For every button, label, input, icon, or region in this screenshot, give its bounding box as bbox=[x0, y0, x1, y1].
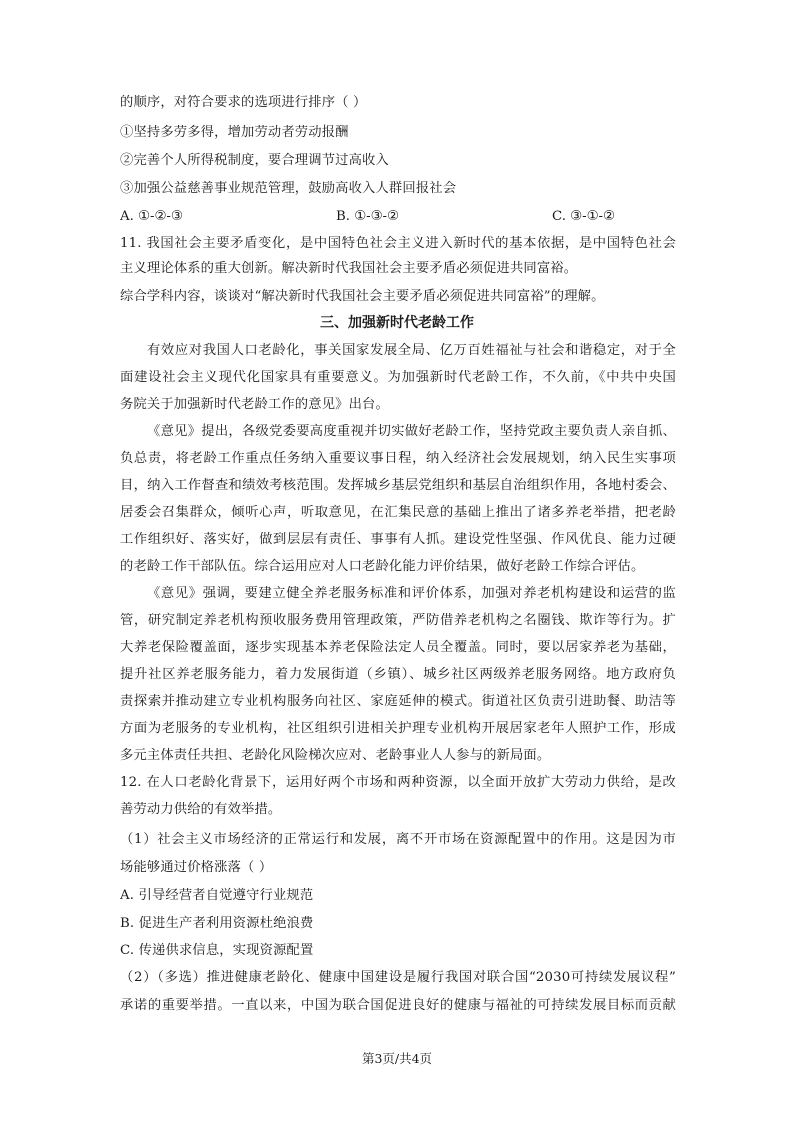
para2-line-4: 居委会召集群众，倾听心声，听取意见，在汇集民意的基础上推出了诸多养老举措，把老龄 bbox=[120, 505, 676, 520]
q12-sub2-line-1: （2）（多选）推进健康老龄化、健康中国建设是履行我国对联合国“2030可持续发展议程” bbox=[120, 970, 676, 985]
q11-line-2: 主义理论体系的重大创新。解决新时代我国社会主要矛盾必须促进共同富裕。 bbox=[120, 261, 578, 276]
para1-line-3: 务院关于加强新时代老龄工作的意见》出台。 bbox=[120, 397, 389, 412]
q12-sub1-option-c: C. 传递供求信息，实现资源配置 bbox=[120, 943, 314, 958]
page-number: 第3页/共4页 bbox=[361, 1051, 433, 1066]
para2-line-1: 《意见》提出，各级党委要高度重视并切实做好老龄工作，坚持党政主要负责人亲自抓、 bbox=[147, 424, 676, 439]
q11-line-1: 11. 我国社会主要矛盾变化，是中国特色社会主义进入新时代的基本依据，是中国特色社会 bbox=[120, 236, 676, 251]
q10-item-2: ②完善个人所得税制度，要合理调节过高收入 bbox=[120, 153, 389, 168]
para3-line-1: 《意见》强调，要建立健全养老服务标准和评价体系，加强对养老机构建设和运营的监 bbox=[147, 586, 676, 601]
q10-stem-end: 的顺序，对符合要求的选项进行排序（ ） bbox=[120, 95, 367, 110]
para1-line-1: 有效应对我国人口老龄化，事关国家发展全局、亿万百姓福祉与社会和谐稳定，对于全 bbox=[147, 343, 676, 358]
q10-option-c: C. ③-①-② bbox=[552, 209, 615, 224]
para3-line-5: 责探索并推动建立专业机构服务向社区、家庭延伸的模式。街道社区负责引进助餐、助洁等 bbox=[120, 694, 676, 709]
q11-line-3: 综合学科内容，谈谈对“解决新时代我国社会主要矛盾必须促进共同富裕”的理解。 bbox=[120, 289, 605, 304]
para2-line-2: 负总责，将老龄工作重点任务纳入重要议事日程，纳入经济社会发展规划，纳入民生实事项 bbox=[120, 451, 676, 466]
q10-option-b: B. ①-③-② bbox=[336, 209, 399, 224]
para2-line-6: 的老龄工作干部队伍。综合运用应对人口老龄化能力评价结果，做好老龄工作综合评估。 bbox=[120, 559, 645, 574]
para3-line-6: 方面为老服务的专业机构，社区组织引进相关护理专业机构开展居家老年人照护工作，形成 bbox=[120, 721, 676, 736]
para1-line-2: 面建设社会主义现代化国家具有重要意义。为加强新时代老龄工作，不久前，《中共中央国 bbox=[120, 370, 676, 385]
q10-item-3: ③加强公益慈善事业规范管理，鼓励高收入人群回报社会 bbox=[120, 181, 457, 196]
q12-sub1-line-1: （1）社会主义市场经济的正常运行和发展，离不开市场在资源配置中的作用。这是因为市 bbox=[120, 832, 676, 847]
para2-line-3: 目，纳入工作督查和绩效考核范围。发挥城乡基层党组织和基层自治组织作用，各地村委会、 bbox=[120, 478, 676, 493]
q12-stem-line-2: 善劳动力供给的有效举措。 bbox=[120, 802, 282, 817]
q12-stem-line-1: 12. 在人口老龄化背景下，运用好两个市场和两种资源，以全面开放扩大劳动力供给，是改 bbox=[120, 775, 676, 790]
q12-sub1-option-b: B. 促进生产者利用资源杜绝浪费 bbox=[120, 916, 314, 931]
para3-line-3: 大养老保险覆盖面，逐步实现基本养老保险法定人员全覆盖。同时，要以居家养老为基础， bbox=[120, 640, 676, 655]
q12-sub1-line-2: 场能够通过价格涨落（ ） bbox=[120, 860, 273, 875]
para3-line-4: 提升社区养老服务能力，着力发展街道（乡镇）、城乡社区两级养老服务网络。地方政府负 bbox=[120, 667, 676, 682]
para3-line-7: 多元主体责任共担、老龄化风险梯次应对、老龄事业人人参与的新局面。 bbox=[120, 748, 551, 763]
q12-sub2-line-2: 承诺的重要举措。一直以来，中国为联合国促进良好的健康与福祉的可持续发展目标而贡献 bbox=[120, 998, 676, 1013]
q12-sub1-option-a: A. 引导经营者自觉遵守行业规范 bbox=[120, 888, 314, 903]
para3-line-2: 管，研究制定养老机构预收服务费用管理政策，严防借养老机构之名圈钱、欺诈等行为。扩 bbox=[120, 613, 676, 628]
q10-option-a: A. ①-②-③ bbox=[120, 209, 183, 224]
section-heading: 三、加强新时代老龄工作 bbox=[320, 315, 474, 331]
para2-line-5: 工作组织好、落实好，做到层层有责任、事事有人抓。建设党性坚强、作风优良、能力过硬 bbox=[120, 532, 676, 547]
q10-item-1: ①坚持多劳多得，增加劳动者劳动报酬 bbox=[120, 125, 349, 140]
